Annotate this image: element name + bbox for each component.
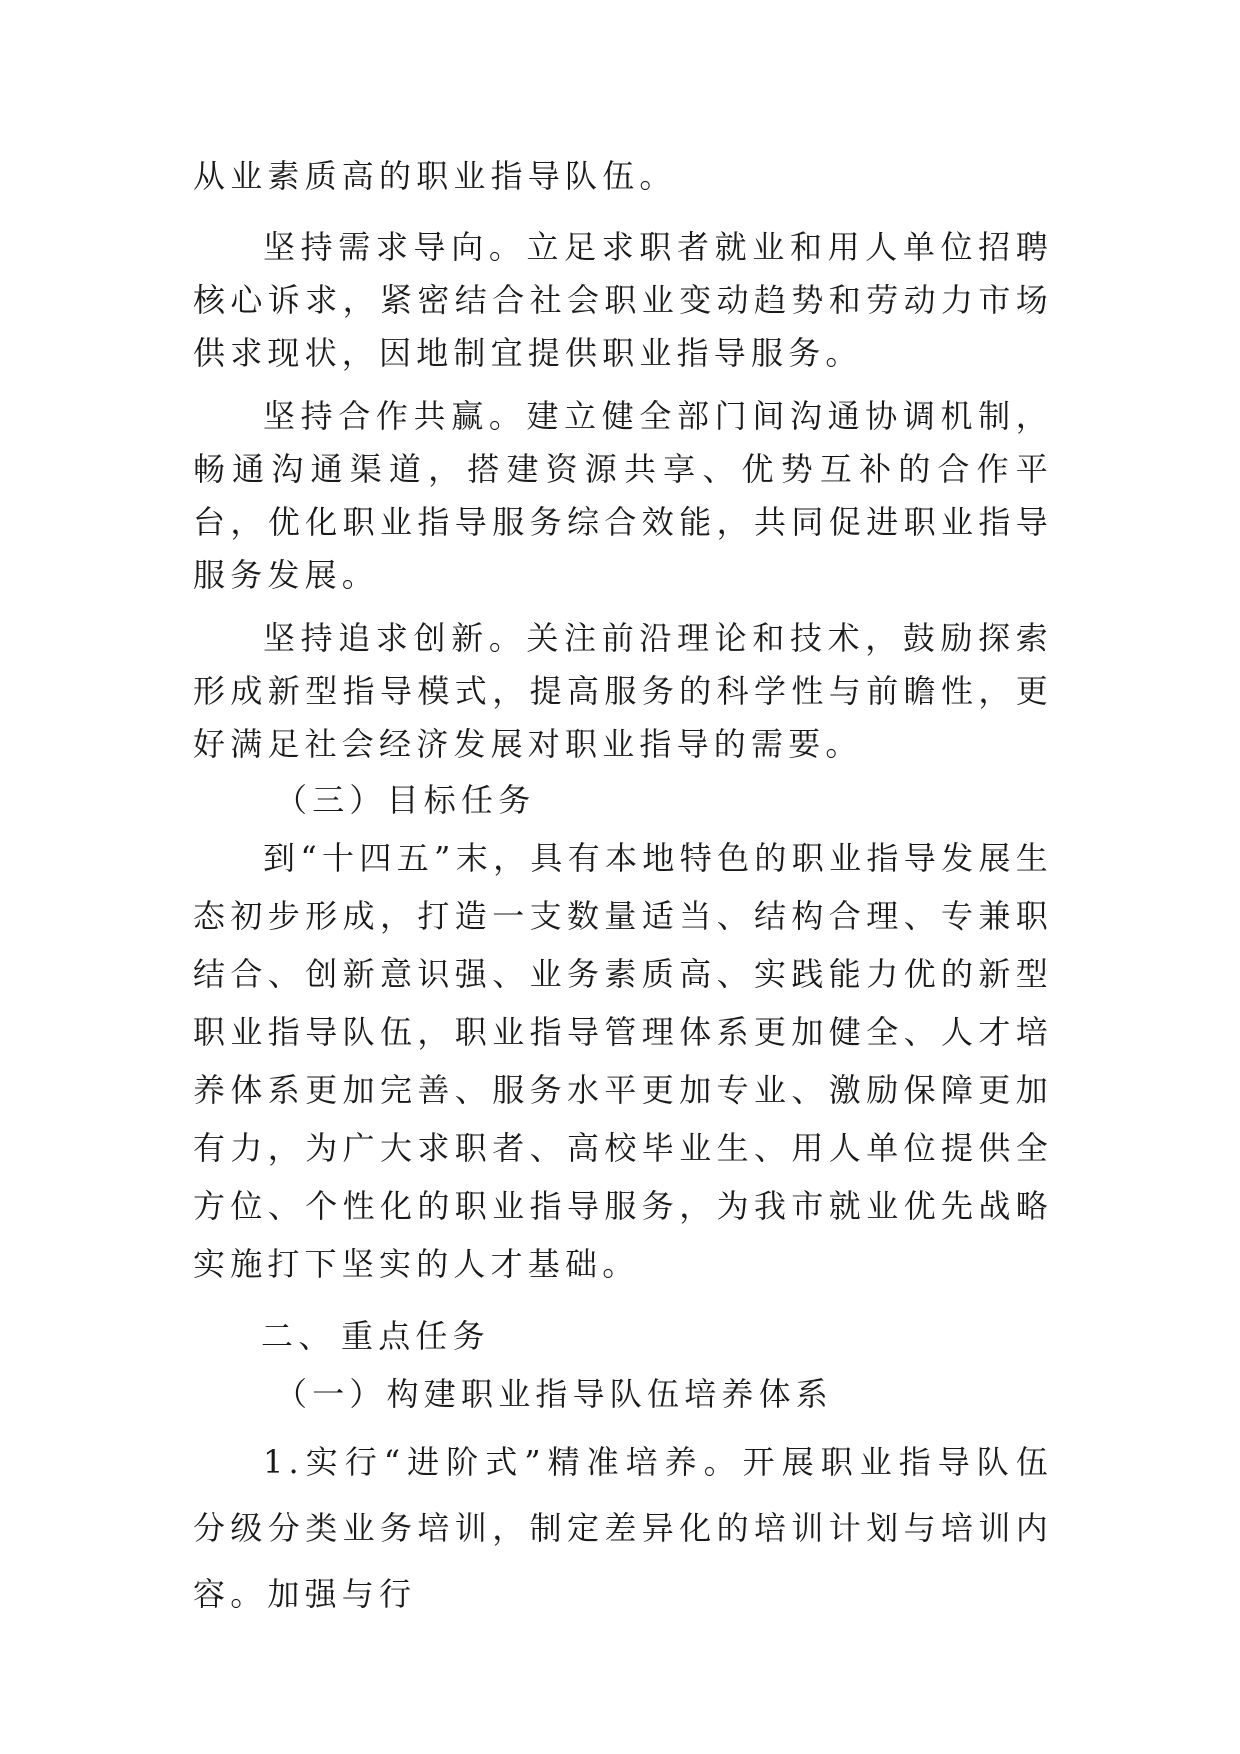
- chapter-heading: [193, 1307, 1053, 1365]
- paragraph-training: 1.实行“进阶式”精准培养。开展职业指导队伍分级分类业务培训，制定差异化的培训计划与培训内容。加强与行: [193, 1443, 1053, 1613]
- paragraph-cooperation: 坚持合作共赢。建立健全部门间沟通协调机制，畅通沟通渠道，搭建资源共享、优势互补的合作平台，优化职业指导服务综合效能，共同促进职业指导服务发展。: [193, 397, 1053, 594]
- chapter-title: 重点任务: [341, 1317, 490, 1355]
- section-heading-goals: （三）目标任务: [275, 781, 536, 819]
- paragraph-continuation: 从业素质高的职业指导队伍。: [193, 157, 677, 195]
- paragraph-goals: 到“十四五”末，具有本地特色的职业指导发展生态初步形成，打造一支数量适当、结构合理、专兼职结合、创新意识强、业务素质高、实践能力优的新型职业指导队伍，职业指导管理体系更加健全、人才培养体系更加完善、服务水平更加专业、激励保障更加有力，为广大求职者、高校毕业生、用人单位提供全方位、个性化的职业指导服务，为我市就业优先战略实施打下坚实的人才基础。: [193, 839, 1053, 1283]
- paragraph-innovation: 坚持追求创新。关注前沿理论和技术，鼓励探索形成新型指导模式，提高服务的科学性与前瞻性，更好满足社会经济发展对职业指导的需要。: [193, 619, 1053, 763]
- document-body: [193, 150, 1053, 1627]
- paragraph-demand-oriented: 坚持需求导向。立足求职者就业和用人单位招聘核心诉求，紧密结合社会职业变动趋势和劳动力市场供求现状，因地制宜提供职业指导服务。: [193, 228, 1053, 372]
- section-heading-training-system: （一）构建职业指导队伍培养体系: [275, 1375, 834, 1413]
- chapter-number: 二、: [261, 1317, 336, 1355]
